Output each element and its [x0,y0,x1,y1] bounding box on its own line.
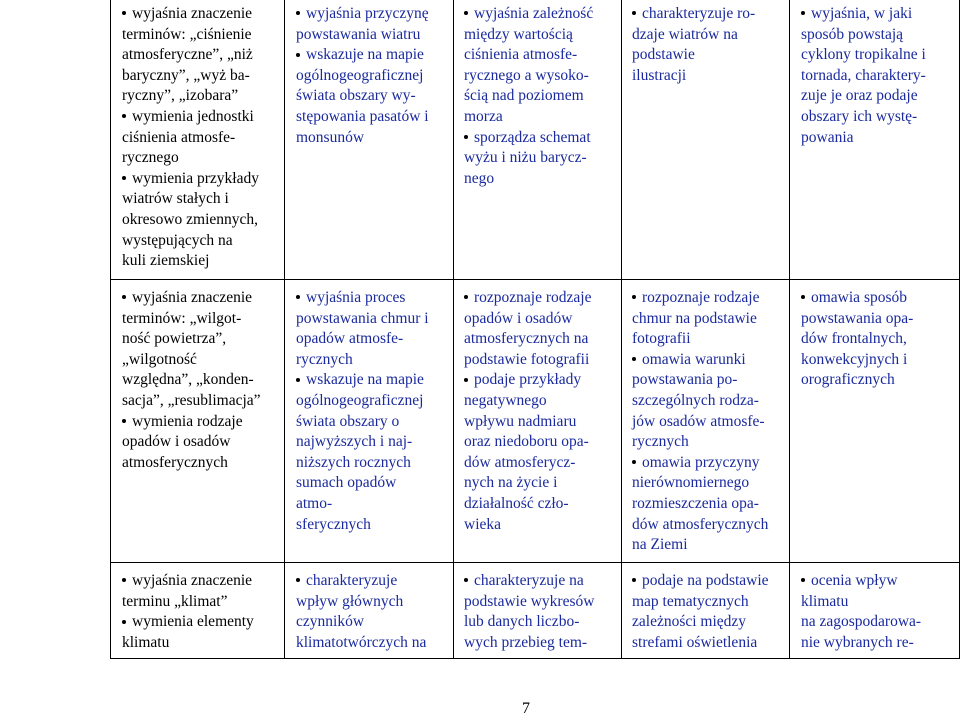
text-line [296,592,426,613]
text-line [296,612,426,633]
bullet-icon [122,620,126,624]
text-line [801,66,926,87]
bullet-line [464,288,591,309]
text-line [801,86,926,107]
bullet-icon [122,419,126,423]
text-line [122,592,254,613]
page-number: 7 [522,700,530,717]
text-line [464,494,591,515]
bullet-line [464,571,594,592]
cell-text: charakteryzuje [306,572,398,589]
cell-text: wpływu nadmiaru [464,412,577,430]
text-line [296,25,429,46]
cell-text: ność powietrza”, [122,330,227,348]
text-line [801,25,926,46]
cell-text: kuli ziemskiej [122,252,210,270]
cell-text: zależności między [632,613,747,631]
table-cell [296,571,426,653]
bullet-icon [632,11,636,15]
bullet-icon [122,295,126,299]
bullet-line [296,571,426,592]
cell-text: powania [801,128,854,146]
table-column-divider [789,0,790,659]
text-line [296,453,429,474]
cell-text: wyjaśnia znaczenie [132,5,253,22]
bullet-icon [296,53,300,57]
text-line [464,86,593,107]
cell-text: wyżu i niżu barycz- [464,149,587,167]
text-line [122,66,259,87]
cell-text: ciśnienia atmosfe- [464,46,578,64]
cell-text: cyklony tropikalne i [801,46,926,64]
text-line [464,25,593,46]
table-cell [801,4,926,148]
bullet-line [122,612,254,633]
text-line [464,309,591,330]
cell-text: morza [464,107,503,125]
cell-text: atmosferycznych na [464,330,589,348]
cell-text: nych na życie i [464,474,558,492]
cell-text: ścią nad poziomem [464,87,584,105]
text-line [464,592,594,613]
cell-text: zuje je oraz podaje [801,87,918,105]
cell-text: nierównomiernego [632,474,750,492]
cell-text: sacja”, „resublimacja” [122,391,261,409]
cell-text: wyjaśnia znaczenie [132,289,253,306]
cell-text: terminów: „ciśnienie [122,25,252,43]
cell-text: omawia sposób [811,289,908,306]
cell-text: powstawania po- [632,371,738,389]
cell-text: tornada, charaktery- [801,66,926,84]
cell-text: rycznego [122,149,179,167]
text-line [464,412,591,433]
text-line [122,432,261,453]
cell-text: wieka [464,515,502,533]
cell-text: atmo- [296,494,333,512]
text-line [464,148,593,169]
cell-text: na zagospodarowa- [801,613,922,631]
text-line [801,128,926,149]
text-line [296,494,429,515]
cell-text: klimatotwórczych na [296,633,427,651]
cell-text: wymienia jednostki [132,107,254,125]
text-line [464,432,591,453]
table-column-divider [453,0,454,659]
bullet-line [296,370,429,391]
cell-text: wskazuje na mapie [306,371,424,389]
cell-text: ilustracji [632,66,687,84]
cell-text: sumach opadów [296,474,397,492]
cell-text: opadów atmosfe- [296,330,404,348]
bullet-icon [464,578,468,582]
cell-text: opadów i osadów [464,309,573,327]
text-line [296,473,429,494]
cell-text: atmosferyczne”, „niż [122,46,253,64]
cell-text: wyjaśnia przyczynę [306,5,429,22]
cell-text: terminu „klimat” [122,592,228,610]
cell-text: negatywnego [464,391,547,409]
bullet-icon [296,578,300,582]
cell-text: wyjaśnia, w jaki [811,5,913,22]
text-line [464,329,591,350]
bullet-icon [801,11,805,15]
cell-text: terminów: „wilgot- [122,309,242,327]
text-line [464,391,591,412]
text-line [296,128,429,149]
text-line [632,473,768,494]
bullet-icon [122,578,126,582]
cell-text: sposób powstają [801,25,904,43]
cell-text: oraz niedoboru opa- [464,433,589,451]
bullet-icon [632,357,636,361]
cell-text: strefami oświetlenia [632,633,758,651]
bullet-line [632,571,769,592]
text-line [122,25,259,46]
cell-text: rycznego a wysoko- [464,66,589,84]
cell-text: dzaje wiatrów na [632,25,738,43]
bullet-line [122,107,259,128]
bullet-line [801,4,926,25]
table-cell [122,4,259,272]
cell-text: dów atmosferycz- [464,453,576,471]
text-line [632,494,768,515]
cell-text: chmur na podstawie [632,309,757,327]
bullet-line [464,4,593,25]
bullet-icon [801,578,805,582]
text-line [632,66,755,87]
cell-text: na Ziemi [632,536,688,554]
bullet-line [122,412,261,433]
text-line [801,612,921,633]
bullet-icon [296,11,300,15]
cell-text: niższych rocznych [296,453,411,471]
cell-text: świata obszary wy- [296,87,416,105]
cell-text: charakteryzuje na [474,572,584,589]
bullet-icon [464,295,468,299]
cell-text: powstawania opa- [801,309,914,327]
text-line [801,329,913,350]
text-line [632,370,768,391]
bullet-icon [122,114,126,118]
text-line [632,432,768,453]
bullet-line [464,128,593,149]
bullet-icon [801,295,805,299]
cell-text: podaje na podstawie [642,572,769,589]
cell-text: wyjaśnia proces [306,289,406,306]
cell-text: ocenia wpływ [811,572,898,589]
text-line [632,329,768,350]
cell-text: rycznych [296,350,353,368]
text-line [296,633,426,654]
cell-text: omawia przyczyny [642,453,760,471]
text-line [122,148,259,169]
bullet-line [296,45,429,66]
cell-text: orograficznych [801,371,895,389]
bullet-line [632,288,768,309]
cell-text: omawia warunki [642,350,746,368]
cell-text: względna”, „konden- [122,371,254,389]
table-column-divider [621,0,622,659]
text-line [632,391,768,412]
bullet-icon [122,11,126,15]
text-line [464,169,593,190]
bullet-line [632,453,768,474]
text-line [296,309,429,330]
cell-text: klimatu [122,633,170,651]
cell-text: obszary ich wystę- [801,107,918,125]
text-line [632,633,769,654]
cell-text: wymienia przykłady [132,169,259,187]
text-line [632,25,755,46]
text-line [122,189,259,210]
cell-text: podstawie wykresów [464,592,595,610]
text-line [122,86,259,107]
text-line [632,515,768,536]
cell-text: „wilgotność [122,350,197,368]
text-line [122,391,261,412]
table-cell [122,571,254,653]
cell-text: między wartością [464,25,573,43]
table-cell [122,288,261,473]
text-line [296,515,429,536]
text-line [296,66,429,87]
cell-text: rozpoznaje rodzaje [642,289,760,306]
cell-text: podaje przykłady [474,371,582,389]
text-line [801,370,913,391]
table-cell [632,571,769,653]
bullet-icon [296,378,300,382]
text-line [296,412,429,433]
cell-text: rycznych [632,433,689,451]
cell-text: atmosferycznych [122,453,228,471]
bullet-line [296,288,429,309]
text-line [296,432,429,453]
text-line [122,370,261,391]
cell-text: rozpoznaje rodzaje [474,289,592,306]
cell-text: wiatrów stałych i [122,190,229,208]
text-line [632,45,755,66]
table-cell [464,288,591,535]
text-line [801,350,913,371]
cell-text: nego [464,169,495,187]
text-line [464,473,591,494]
bullet-line [122,4,259,25]
table-cell [801,288,913,391]
bullet-line [464,370,591,391]
bullet-icon [122,176,126,180]
bullet-icon [464,135,468,139]
text-line [464,515,591,536]
cell-text: najwyższych i naj- [296,433,413,451]
cell-text: ciśnienia atmosfe- [122,128,236,146]
text-line [122,309,261,330]
cell-text: ogólnogeograficznej [296,391,424,409]
text-line [122,251,259,272]
text-line [122,453,261,474]
text-line [632,592,769,613]
text-line [296,86,429,107]
cell-text: opadów i osadów [122,433,231,451]
bullet-icon [632,460,636,464]
cell-text: wpływ głównych [296,592,404,610]
text-line [801,45,926,66]
table-column-divider [284,0,285,659]
cell-text: fotografii [632,330,691,348]
bullet-line [122,288,261,309]
table-cell [801,571,921,653]
text-line [296,350,429,371]
cell-text: powstawania chmur i [296,309,429,327]
bullet-icon [632,295,636,299]
bullet-line [632,4,755,25]
bullet-icon [464,11,468,15]
text-line [464,107,593,128]
cell-text: szczególnych rodza- [632,391,759,409]
text-line [296,329,429,350]
table-cell [464,4,593,189]
text-line [122,128,259,149]
bullet-line [296,4,429,25]
bullet-line [122,571,254,592]
text-line [122,350,261,371]
cell-text: dów frontalnych, [801,330,907,348]
bullet-icon [632,578,636,582]
cell-text: powstawania wiatru [296,25,421,43]
text-line [632,412,768,433]
cell-text: jów osadów atmosfe- [632,412,765,430]
bullet-line [801,288,913,309]
table-cell [296,288,429,535]
bullet-icon [464,378,468,382]
text-line [464,633,594,654]
cell-text: świata obszary o [296,412,400,430]
cell-text: dów atmosferycznych [632,515,769,533]
cell-text: podstawie [632,46,695,64]
cell-text: monsunów [296,128,365,146]
table-cell [632,4,755,86]
cell-text: charakteryzuje ro- [642,5,756,22]
bullet-line [801,571,921,592]
cell-text: wych przebieg tem- [464,633,588,651]
bullet-line [122,169,259,190]
text-line [801,592,921,613]
cell-text: nie wybranych re- [801,633,914,651]
cell-text: wymienia rodzaje [132,412,243,430]
table-border-left [110,0,111,659]
table-cell [296,4,429,148]
cell-text: ogólnogeograficznej [296,66,424,84]
table-border-bottom [110,658,960,659]
text-line [122,231,259,252]
cell-text: lub danych liczbo- [464,613,580,631]
cell-text: czynników [296,613,365,631]
bullet-icon [296,295,300,299]
text-line [464,45,593,66]
cell-text: wymienia elementy [132,613,254,631]
text-line [122,329,261,350]
cell-text: wskazuje na mapie [306,46,424,64]
text-line [464,350,591,371]
cell-text: występujących na [122,231,233,249]
cell-text: baryczny”, „wyż ba- [122,66,250,84]
cell-text: ryczny”, „izobara” [122,87,239,105]
text-line [296,107,429,128]
text-line [632,309,768,330]
text-line [632,612,769,633]
text-line [122,633,254,654]
cell-text: stępowania pasatów i [296,107,429,125]
cell-text: podstawie fotografii [464,350,590,368]
cell-text: konwekcyjnych i [801,350,908,368]
text-line [464,453,591,474]
text-line [632,535,768,556]
table-cell [632,288,768,556]
table-row-divider [110,279,960,280]
cell-text: okresowo zmiennych, [122,210,259,228]
table-row-divider [110,562,960,563]
cell-text: sporządza schemat [474,128,591,146]
text-line [464,66,593,87]
cell-text: wyjaśnia zależność [474,5,594,22]
text-line [801,107,926,128]
cell-text: klimatu [801,592,849,610]
table-cell [464,571,594,653]
cell-text: wyjaśnia znaczenie [132,572,253,589]
cell-text: map tematycznych [632,592,749,610]
text-line [296,391,429,412]
text-line [122,45,259,66]
text-line [464,612,594,633]
cell-text: działalność czło- [464,494,569,512]
text-line [801,633,921,654]
cell-text: rozmieszczenia opa- [632,494,759,512]
bullet-line [632,350,768,371]
cell-text: sferycznych [296,515,371,533]
text-line [801,309,913,330]
text-line [122,210,259,231]
